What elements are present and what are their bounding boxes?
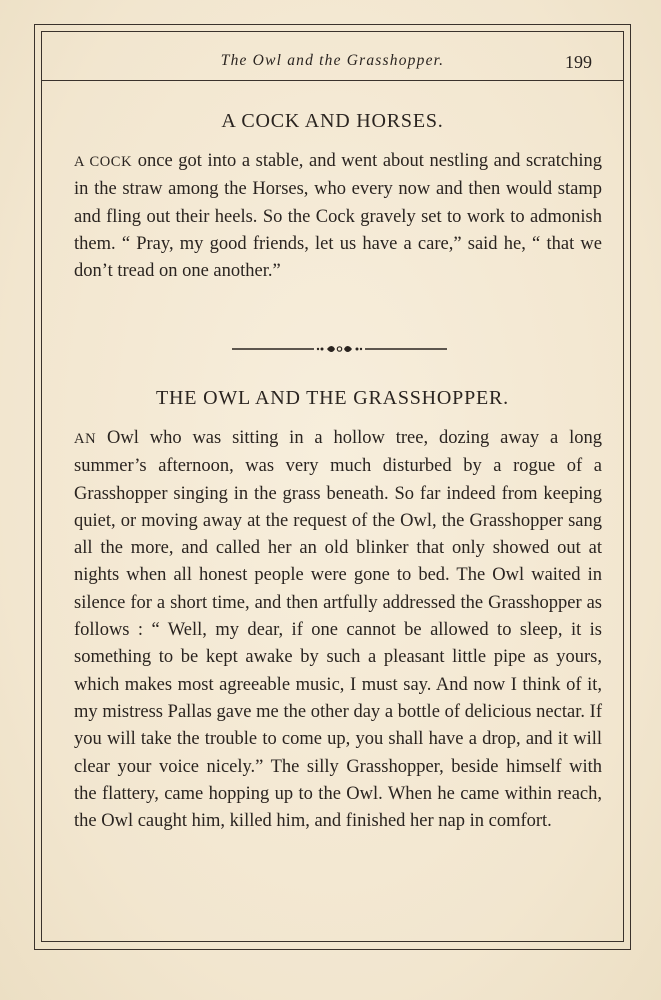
header-rule [41, 80, 624, 81]
story-body: Owl who was sitting in a hollow tree, dozing away a long summer’s afternoon, was very much disturbed by a rogue of a Grasshopper singing in the grass beneath. So far indeed from keeping quiet, or moving away at the request of the Owl, the Grasshopper sang all the more, and called her an old blinker that only showed out at nights when all honest people were gone to bed. The Owl waited in silence for a short time, and then artfully addressed the Grasshopper as follows : “ Well, my dear, if one cannot be allowed to sleep, it is something to be kept awake by such a pleasant little pipe as yours, which makes most agreeable music, I must say. And now I think of it, my mistress Pallas gave me the other day a bottle of delicious nectar. If you will take the trouble to come up, you shall have a drop, and it will clear your voice nicely.” The silly Grasshopper, beside himself with the flattery, came hopping up to the Owl. When he came within reach, the Owl caught him, killed him, and finished her nap in comfort. [74, 428, 602, 832]
running-title: The Owl and the Grasshopper. [220, 52, 445, 69]
story-text-cock-and-horses [74, 148, 602, 285]
story-text-owl-and-grasshopper [74, 425, 602, 835]
story-body: once got into a stable, and went about nestling and scratching in the straw among the Horses, who every now and then would stamp and fling out their heels. So the Cock gravely set to work to admonish them. “ Pray, my good friends, let us have a care,” said he, “ that we don’t tread on one another.” [74, 151, 603, 282]
lead-small-caps: AN [74, 431, 97, 447]
story-title-cock-and-horses: A COCK AND HORSES. [221, 110, 444, 132]
page-number: 199 [565, 52, 592, 72]
section-divider-ornament [232, 343, 447, 355]
lead-small-caps: A COCK [74, 154, 133, 170]
story-title-owl-and-grasshopper: THE OWL AND THE GRASSHOPPER. [156, 387, 509, 409]
running-header [41, 52, 624, 74]
